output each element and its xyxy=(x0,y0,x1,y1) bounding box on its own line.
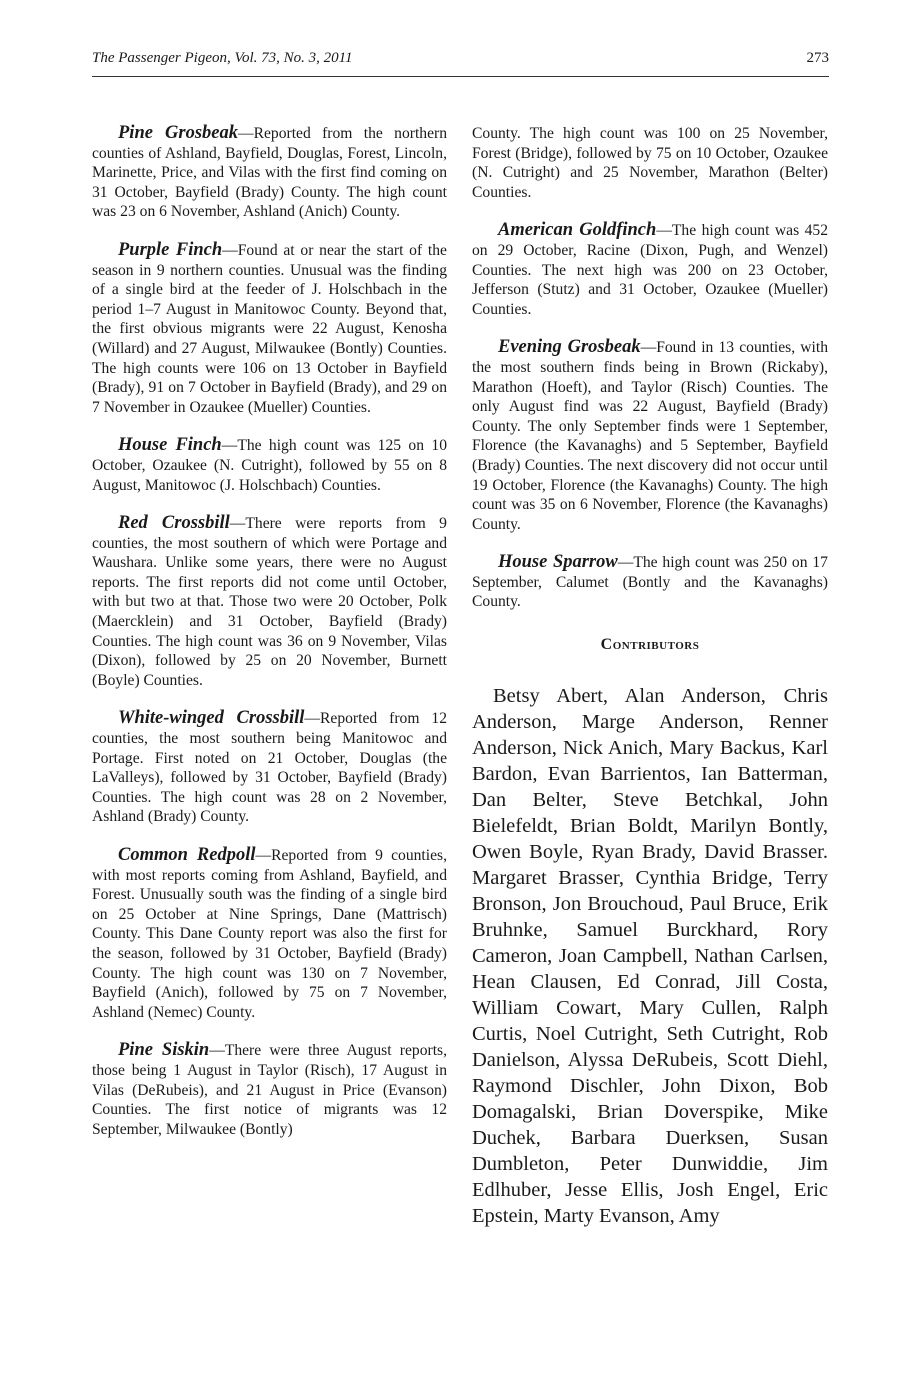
species-entry: House Finch—The high count was 125 on 10 October, Ozaukee (N. Cutright), followed by 55 on 8 August, Manitowoc (J. Holschbach) Counties. xyxy=(92,435,447,494)
species-name: American Goldfinch xyxy=(498,220,657,241)
species-entry: Common Redpoll—Reported from 9 counties, with most reports coming from Ashland, Bayfield, and Forest. Unusually south was the finding of a single bird on 25 October at Nine Springs, Dane (Mattrisch) County. This Dane County report was also the first for the season, followed by 31 October, Bayfield (Brady) County. The high count was 130 on 7 November, Bayfield (Anich), followed by 75 on 7 November, Ashland (Nemec) County. xyxy=(92,845,447,1021)
species-text: There were three August reports, those being 1 August in Taylor (Risch), 17 August in Vilas (DeRubeis), and 21 August in Price (Evanson) Counties. The first notice of migrants was 12 September, Milwaukee (Bontly) xyxy=(92,1042,447,1138)
species-entry: House Sparrow—The high count was 250 on 17 September, Calumet (Bontly and the Kavanaghs) County. xyxy=(472,552,828,611)
species-name: Common Redpoll xyxy=(118,845,256,865)
right-column xyxy=(472,124,828,1229)
species-name: White-winged Crossbill xyxy=(118,708,305,729)
species-text: There were reports from 9 counties, the most southern of which were Portage and Waushara. Unlike some years, there were no August reports. The first reports did not come until October, with but two at that. Those two were 20 October, Polk (Maercklein) and 31 October, Bayfield (Brady) Counties. The high count was 36 on 9 November, Vilas (Dixon), followed by 25 on 20 November, Burnett (Boyle) Counties. xyxy=(92,515,447,689)
species-entry: Red Crossbill—There were reports from 9 counties, the most southern of which were Portage and Waushara. Unlike some years, there were no August reports. The first reports did not come until October, with but two at that. Those two were 20 October, Polk (Maercklein) and 31 October, Bayfield (Brady) Counties. The high count was 36 on 9 November, Vilas (Dixon), followed by 25 on 20 November, Burnett (Boyle) Counties. xyxy=(92,513,447,689)
species-name: Pine Siskin xyxy=(118,1040,210,1061)
species-text: Reported from the northern counties of Ashland, Bayfield, Douglas, Forest, Lincoln, Marinette, Price, and Vilas with the first find coming on 31 October, Bayfield (Brady) County. The high count was 23 on 6 November, Ashland (Anich) County. xyxy=(92,125,447,221)
species-entry: Pine Grosbeak—Reported from the northern counties of Ashland, Bayfield, Douglas, Forest, Lincoln, Marinette, Price, and Vilas with the first find coming on 31 October, Bayfield (Brady) County. The high count was 23 on 6 November, Ashland (Anich) County. xyxy=(92,123,447,221)
contributors-list: Betsy Abert, Alan Anderson, Chris Anderson, Marge Anderson, Renner Anderson, Nick Anich, Mary Backus, Karl Bardon, Evan Barrientos, Ian Batterman, Dan Belter, Steve Betchkal, John Bielefeldt, Brian Boldt, Marilyn Bontly, Owen Boyle, Ryan Brady, David Brasser. Margaret Brasser, Cynthia Bridge, Terry Bronson, Jon Brouchoud, Paul Bruce, Erik Bruhnke, Samuel Burckhard, Rory Cameron, Joan Campbell, Nathan Carlsen, Hean Clausen, Ed Conrad, Jill Costa, William Cowart, Mary Cullen, Ralph Curtis, Noel Cutright, Seth Cutright, Rob Danielson, Alyssa DeRubeis, Scott Diehl, Raymond Dischler, John Dixon, Bob Domagalski, Brian Doverspike, Mike Duchek, Barbara Duerksen, Susan Dumbleton, Peter Dunwiddie, Jim Edlhuber, Jesse Ellis, Josh Engel, Eric Epstein, Marty Evanson, Amy xyxy=(472,685,828,1228)
contributors-heading: Contributors xyxy=(600,636,700,654)
species-name: Pine Grosbeak xyxy=(118,123,238,143)
species-entry: Purple Finch—Found at or near the start of the season in 9 northern counties. Unusual was the finding of a single bird at the feeder of J. Holschbach in the period 1–7 August in Manitowoc County. Beyond that, the first obvious migrants were 22 August, Kenosha (Willard) and 27 August, Milwaukee (Bontly) Counties. The high counts were 106 on 13 October in Bayfield (Brady), 91 on 7 October in Bayfield (Brady), and 29 on 7 November in Ozaukee (Mueller) Counties. xyxy=(92,239,447,416)
species-entry: White-winged Crossbill—Reported from 12 counties, the most southern being Manitowoc and Portage. First noted on 21 October, Douglas (the LaValleys), followed by 31 October, Bayfield (Brady) Counties. The high count was 28 on 2 November, Ashland (Brady) County. xyxy=(92,708,447,826)
species-text: Reported from 9 counties, with most reports coming from Ashland, Bayfield, and Forest. Unusually south was the finding of a single bird on 25 October at Nine Springs, Dane (Mattrisch) County. This Dane County report was also the first for the season, followed by 31 October, Bayfield (Brady) County. The high count was 130 on 7 November, Bayfield (Anich), followed by 75 on 7 November, Ashland (Nemec) County. xyxy=(92,847,447,1021)
species-name: Evening Grosbeak xyxy=(498,337,641,358)
species-text: The high count was 452 on 29 October, Racine (Dixon, Pugh, and Wenzel) Counties. The next high was 200 on 23 October, Jefferson (Stutz) and 31 October, Ozaukee (Mueller) Counties. xyxy=(472,222,828,318)
species-text: Found at or near the start of the season in 9 northern counties. Unusual was the finding of a single bird at the feeder of J. Holschbach in the period 1–7 August in Manitowoc County. Beyond that, the first obvious migrants were 22 August, Kenosha (Willard) and 27 August, Milwaukee (Bontly) Counties. The high counts were 106 on 13 October in Bayfield (Brady), 91 on 7 October in Bayfield (Brady), and 29 on 7 November in Ozaukee (Mueller) Counties. xyxy=(92,241,447,416)
species-name: Purple Finch xyxy=(118,239,223,260)
page-number: 273 xyxy=(806,50,829,66)
species-name: House Sparrow xyxy=(498,552,618,573)
left-column xyxy=(92,124,447,1158)
species-entry: American Goldfinch—The high count was 452 on 29 October, Racine (Dixon, Pugh, and Wenzel) Counties. The next high was 200 on 23 October, Jefferson (Stutz) and 31 October, Ozaukee (Mueller) Counties. xyxy=(472,220,828,318)
species-text: The high count was 250 on 17 September, Calumet (Bontly and the Kavanaghs) County. xyxy=(472,554,828,611)
species-entry: Evening Grosbeak—Found in 13 counties, with the most southern finds being in Brown (Rickaby), Marathon (Hoeft), and Taylor (Risch) Counties. The only August find was 22 August, Bayfield (Brady) County. The only September finds were 1 September, Florence (the Kavanaghs) and 5 September, Bayfield (Brady) Counties. The next discovery did not occur until 19 October, Florence (the Kavanaghs) County. The high count was 35 on 6 November, Florence (the Kavanaghs) County. xyxy=(472,337,829,533)
species-text: Found in 13 counties, with the most southern finds being in Brown (Rickaby), Marathon (Hoeft), and Taylor (Risch) Counties. The only August find was 22 August, Bayfield (Brady) County. The only September finds were 1 September, Florence (the Kavanaghs) and 5 September, Bayfield (Brady) Counties. The next discovery did not occur until 19 October, Florence (the Kavanaghs) County. The high count was 35 on 6 November, Florence (the Kavanaghs) County. xyxy=(472,339,829,533)
continued-text: County. The high count was 100 on 25 November, Forest (Bridge), followed by 75 on 10 October, Ozaukee (N. Cutright) and 25 November, Marathon (Belter) Counties. xyxy=(472,125,828,201)
species-text: Reported from 12 counties, the most southern being Manitowoc and Portage. First noted on 21 October, Douglas (the LaValleys), followed by 31 October, Bayfield (Brady) Counties. The high count was 28 on 2 November, Ashland (Brady) County. xyxy=(92,710,447,826)
species-text: The high count was 125 on 10 October, Ozaukee (N. Cutright), followed by 55 on 8 August, Manitowoc (J. Holschbach) Counties. xyxy=(92,437,447,494)
journal-title: The Passenger Pigeon, Vol. 73, No. 3, 2011 xyxy=(92,50,353,66)
species-name: House Finch xyxy=(118,435,222,456)
species-name: Red Crossbill xyxy=(118,513,230,534)
species-entry: Pine Siskin—There were three August reports, those being 1 August in Taylor (Risch), 17 August in Vilas (DeRubeis), and 21 August in Price (Evanson) Counties. The first notice of migrants was 12 September, Milwaukee (Bontly) xyxy=(92,1040,447,1138)
page-header xyxy=(92,50,829,77)
